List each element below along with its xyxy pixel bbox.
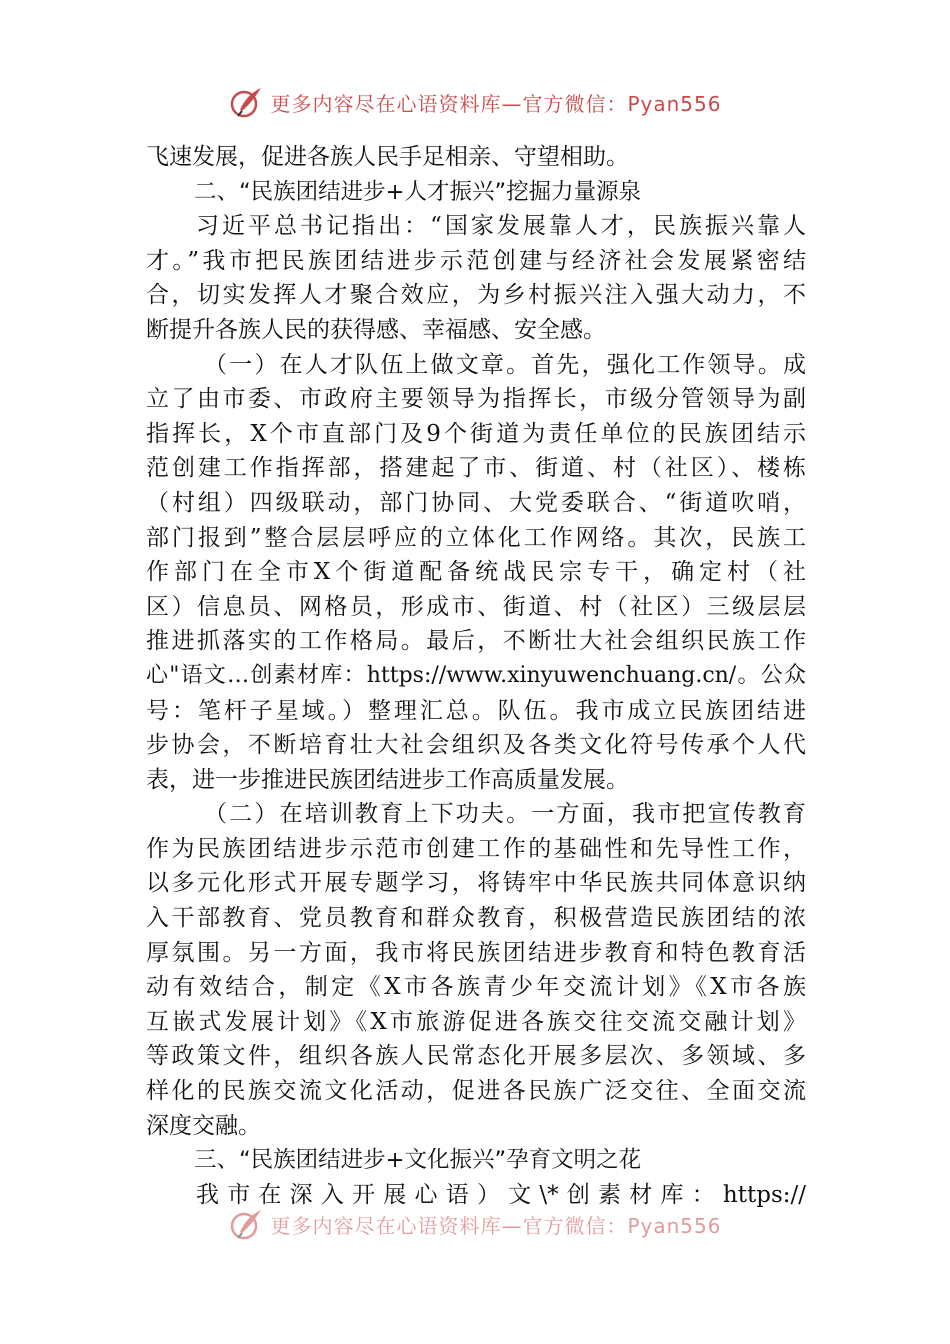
text-line: 作部门在全市X个街道配备统战民宗专干，确定村（社 — [146, 559, 806, 586]
text-line: 表，进一步推进民族团结进步工作高质量发展。 — [146, 766, 629, 793]
text-line: 区）信息员、网格员，形成市、街道、村（社区）三级层层 — [146, 593, 806, 620]
watermark-footer — [0, 1204, 950, 1244]
text-line: 互嵌式发展计划》《X市旅游促进各族交往交流交融计划》 — [146, 1008, 806, 1035]
watermark-text: 更多内容尽在心语资料库—官方微信：Pyan556 — [270, 1213, 722, 1238]
text-line: 样化的民族交流文化活动，促进各民族广泛交往、全面交流 — [146, 1078, 806, 1105]
text-line: 心"语文…创素材库：https://www.xinyuwenchuang.cn/。公众 — [146, 662, 806, 688]
text-line: 合，切实发挥人才聚合效应，为乡村振兴注入强大动力，不 — [146, 282, 806, 309]
text-line: 立了由市委、市政府主要领导为指挥长，市级分管领导为副 — [146, 386, 806, 413]
section-heading: 二、“民族团结进步+人才振兴”挖掘力量源泉 — [194, 178, 642, 205]
section-heading: 三、“民族团结进步+文化振兴”孕育文明之花 — [194, 1147, 642, 1174]
text-line: 作为民族团结进步示范市创建工作的基础性和先导性工作， — [146, 835, 806, 862]
text-line: 才。”我市把民族团结进步示范创建与经济社会发展紧密结 — [146, 247, 806, 274]
feather-pen-logo-icon — [228, 1206, 264, 1242]
text-line: 指挥长，X个市直部门及9个街道为责任单位的民族团结示 — [146, 420, 806, 447]
text-line: 习近平总书记指出：“国家发展靠人才，民族振兴靠人 — [196, 213, 806, 240]
subsection-lead: （二）在培训教育上下功夫。一方面，我市把宣传教育 — [204, 801, 806, 828]
text-line: （村组）四级联动，部门协同、大党委联合、“街道吹哨， — [146, 489, 806, 516]
text-line: 部门报到”整合层层呼应的立体化工作网络。其次，民族工 — [146, 524, 806, 551]
text-line: 厚氛围。另一方面，我市将民族团结进步教育和特色教育活 — [146, 939, 806, 966]
text-line: 范创建工作指挥部，搭建起了市、街道、村（社区）、楼栋 — [146, 455, 806, 482]
text-line: 推进抓落实的工作格局。最后，不断壮大社会组织民族工作 — [146, 628, 806, 655]
text-line: 深度交融。 — [146, 1112, 261, 1139]
watermark-text: 更多内容尽在心语资料库—官方微信：Pyan556 — [270, 91, 722, 116]
watermark-header — [0, 82, 950, 122]
text-line: 号：笔杆子星域。）整理汇总。队伍。我市成立民族团结进 — [146, 697, 806, 724]
text-line: 断提升各族人民的获得感、幸福感、安全感。 — [146, 316, 606, 343]
text-line: 入干部教育、党员教育和群众教育，积极营造民族团结的浓 — [146, 905, 806, 932]
text-line: 步协会，不断培育壮大社会组织及各类文化符号传承个人代 — [146, 732, 806, 759]
feather-pen-logo-icon — [228, 84, 264, 120]
text-line: 动有效结合，制定《X市各族青少年交流计划》《X市各族 — [146, 974, 806, 1001]
document-body — [146, 140, 806, 1212]
text-line: （一）在人才队伍上做文章。首先，强化工作领导。成 — [204, 351, 806, 378]
text-line: 以多元化形式开展专题学习，将铸牢中华民族共同体意识纳 — [146, 870, 806, 897]
text-line: 我市在深入开展心语）文\*创素材库：https:// — [196, 1181, 806, 1208]
text-line: 飞速发展，促进各族人民手足相亲、守望相助。 — [146, 144, 629, 170]
text-line: 等政策文件，组织各族人民常态化开展多层次、多领域、多 — [146, 1043, 806, 1070]
